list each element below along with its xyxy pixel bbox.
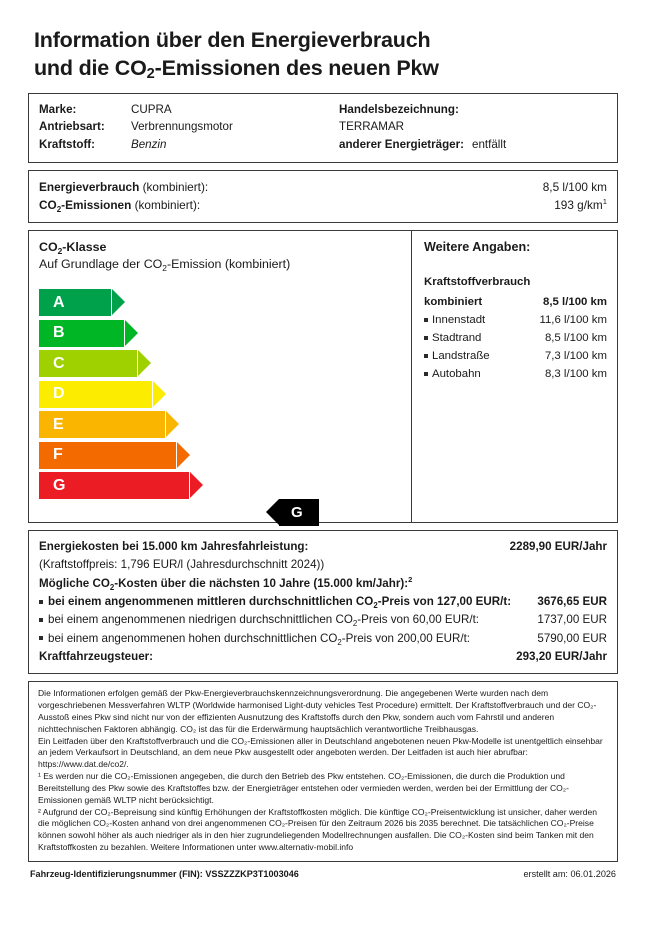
co2-price-scenario-value: 5790,00 EUR (537, 631, 607, 645)
vehicle-row-3 (39, 136, 607, 154)
co2-class-bar-c (39, 350, 137, 377)
kraftstoffverbrauch-key: Autobahn (424, 365, 481, 383)
costs-box (28, 530, 618, 674)
title-line-2: und die $CO_2$-Emissionen des neuen Pkw (34, 56, 439, 83)
weitere-angaben-panel (411, 231, 617, 522)
weitere-angaben-title: Weitere Angaben: (424, 240, 531, 255)
kraftstoff-value: Benzin (131, 137, 167, 151)
legal-paragraph-1: Die Informationen erfolgen gemäß der Pkw-Energieverbrauchskennzeichnungsverordnung. Die angegebenen Werte wurden nach dem vorgeschriebenen Messverfahren WLTP (Worldwide harmonised Light-duty vehicles Test Procedure) ermittelt. Der Kraftstoffverbrauch und der CO₂-Ausstoß eines Pkw sind nicht nur von der effizienten Ausnutzung des Kraftstoffs durch den Pkw, sondern auch vom Fahrstil und anderen nichttechnischen Faktoren abhängig. CO₂ ist das für die Erderwärmung hauptsächlich verantwortliche Treibhausgas. (38, 688, 597, 734)
anderer-energietraeger-field (339, 136, 607, 154)
bullet-icon (424, 347, 432, 365)
kraftstoff-label: Kraftstoff: (39, 137, 96, 151)
antriebsart-field (39, 118, 339, 136)
co2-class-bar-f (39, 442, 176, 469)
co2-class-row-f (39, 442, 401, 469)
legal-footnote-1: ¹ Es werden nur die CO₂-Emissionen angegeben, die durch den Betrieb des Pkw entstehen. CO₂-Emissionen, die durch die Produktion und Bereitstellung des Pkw sowie des Kraftstoffes bzw. der Energieträger entstehen oder vermieden werden, werden bei der Ermittlung der CO₂-Emissionen gemäß WLTP nicht berücksichtigt. (38, 771, 569, 805)
kraftfahrzeugsteuer-value: 293,20 EUR/Jahr (516, 650, 607, 664)
kraftstoff-field (39, 136, 339, 154)
co2-class-row-a (39, 289, 401, 316)
vehicle-row-2 (39, 118, 607, 136)
vehicle-info-box (28, 93, 618, 163)
kraftstoffverbrauch-value: 7,3 l/100 km (544, 350, 607, 363)
legal-paragraph-2: Ein Leitfaden über den Kraftstoffverbrauch und die CO₂-Emissionen aller in Deutschland angebotenen neuen Pkw-Modelle ist unentgeltlich einsehbar an jedem Verkaufsort in Deutschland, an dem neue Pkw ausgestellt oder angeboten werden. Der Leitfaden ist auch hier abrufbar: https://www.dat.de/co2/. (38, 735, 603, 770)
vehicle-row-1 (39, 101, 607, 119)
co2-class-bar-g (39, 472, 189, 499)
kraftstoffverbrauch-row (424, 365, 607, 383)
fin-value: VSSZZZKP3T1003046 (205, 868, 299, 879)
co2-subscript: 2 (56, 204, 62, 214)
energiekosten-row (39, 538, 607, 556)
handelsbezeichnung-value: TERRAMAR (339, 120, 405, 134)
co2-subscript: 2 (337, 637, 342, 647)
co2-subscript: 2 (162, 262, 167, 273)
anderer-energietraeger-value: entfällt (472, 137, 507, 151)
co2-emissionen-label: $CO_2$-Emissionen (kombiniert): (39, 197, 201, 214)
co2-emissionen-row (39, 196, 607, 214)
kraftstoffverbrauch-key: Innenstadt (424, 311, 485, 329)
kraftstoffverbrauch-key: kombiniert (424, 296, 483, 309)
consumption-box (28, 170, 618, 224)
co2-class-box (28, 230, 618, 523)
kraftstoffverbrauch-row (424, 347, 607, 365)
co2-price-scenario-label: bei einem angenommenen niedrigen durchschnittlichen $CO_2$-Preis von 60,00 EUR/t: (39, 611, 479, 629)
co2-emissionen-value: 193 $g/km^1$ (554, 196, 607, 212)
kraftstoffverbrauch-row (424, 293, 607, 311)
co2-price-scenarios (39, 593, 607, 648)
co2-subscript: 2 (352, 619, 358, 629)
kraftfahrzeugsteuer-label: Kraftfahrzeugsteuer: (39, 650, 154, 664)
co2-class-row-g (39, 472, 401, 522)
legal-footnote-2: ² Aufgrund der CO₂-Bepreisung sind künftig Erhöhungen der Kraftstoffkosten möglich. Die künftige CO₂-Preisentwicklung ist unsicher, daher werden die möglichen CO₂-Kosten anhand von drei angenommenen CO₂-Preisen für den Zeitraum 2026 bis 2035 berechnet. Die tatsächlichen CO₂-Preise können sowohl höher als auch niedriger als in den hier zugrundeliegenden Modellrechnungen ausfallen. Die CO₂-Kosten sind beim Tanken mit den Kraftstoffkosten zu bezahlen. Weitere Informationen unter www.alternativ-mobil.info (38, 806, 597, 853)
co2-subscript: 2 (109, 582, 115, 592)
bullet-icon (39, 636, 43, 640)
energieverbrauch-label: Energieverbrauch (kombiniert): (39, 179, 209, 194)
energiekosten-label: Energiekosten bei 15.000 km Jahresfahrleistung: (39, 540, 309, 554)
bullet-icon (424, 329, 432, 347)
co2-klasse-subheading: Auf Grundlage der $CO_2$-Emission (kombiniert) (39, 256, 291, 273)
antriebsart-value: Verbrennungsmotor (131, 120, 233, 134)
legal-disclaimer-box (28, 681, 618, 862)
bullet-icon (424, 365, 432, 383)
marke-value: CUPRA (131, 102, 172, 116)
moegliche-co2-kosten-heading: Mögliche $CO_2$-Kosten über die nächsten 10 Jahre (15.000 km/Jahr):$^2$ (39, 574, 413, 592)
kraftstoffverbrauch-value: 8,3 l/100 km (544, 368, 607, 381)
co2-class-row-e (39, 411, 401, 438)
co2-class-bar-a (39, 289, 111, 316)
co2-class-row-d (39, 381, 401, 408)
page-title (34, 26, 628, 83)
co2-class-letter: D (53, 385, 65, 403)
co2-class-bars (39, 289, 401, 522)
title-line-1: Information über den Energieverbrauch (34, 28, 431, 52)
kraftstoffverbrauch-key: Stadtrand (424, 329, 481, 347)
kraftstoffverbrauch-row (424, 311, 607, 329)
energiekosten-value: 2289,90 EUR/Jahr (509, 540, 607, 554)
marke-label: Marke: (39, 102, 77, 116)
co2-subscript: 2 (146, 66, 155, 83)
co2-klasse-heading: $CO_2$-Klasse (39, 240, 107, 257)
marke-field (39, 101, 339, 119)
co2-class-row-b (39, 320, 401, 347)
kraftstoffverbrauch-value: 8,5 l/100 km (543, 296, 607, 309)
co2-class-letter: E (53, 415, 64, 433)
fin-label: Fahrzeug-Identifizierungsnummer (FIN): (30, 868, 203, 879)
footnote-marker: 2 (408, 574, 413, 584)
handelsbezeichnung-value-field (339, 118, 607, 136)
kraftstoffverbrauch-heading: Kraftstoffverbrauch (424, 276, 531, 289)
bullet-icon (39, 600, 43, 604)
co2-price-scenario-row (39, 630, 607, 648)
co2-subscript: 2 (373, 601, 378, 611)
co2-price-scenario-row (39, 611, 607, 629)
co2-class-letter: C (53, 354, 65, 372)
co2-class-letter: F (53, 446, 63, 464)
co2-class-selected-marker: G (279, 499, 319, 526)
energieverbrauch-value: 8,5 l/100 km (542, 179, 607, 194)
co2-price-scenario-label: bei einem angenommenen mittleren durchschnittlichen $CO_2$-Preis von 127,00 EUR/t: (39, 593, 511, 611)
bullet-icon (39, 618, 43, 622)
co2-class-bar-d (39, 381, 152, 408)
kraftstoffverbrauch-list (424, 293, 607, 383)
co2-class-letter: B (53, 324, 65, 342)
kraftstoffverbrauch-value: 8,5 l/100 km (544, 332, 607, 345)
footnote-marker: 1 (602, 196, 607, 206)
kraftstoffverbrauch-value: 11,6 l/100 km (539, 314, 607, 327)
co2-price-scenario-value: 3676,65 EUR (537, 595, 607, 609)
co2-subscript: 2 (57, 246, 63, 257)
handelsbezeichnung-label: Handelsbezeichnung: (339, 102, 459, 116)
co2-class-letter: G (53, 476, 66, 494)
kraftfahrzeugsteuer-row (39, 648, 607, 666)
co2-class-bar-e (39, 411, 165, 438)
created-date: erstellt am: 06.01.2026 (523, 868, 616, 879)
co2-price-scenario-label: bei einem angenommenen hohen durchschnittlichen $CO_2$-Preis von 200,00 EUR/t: (39, 630, 470, 648)
kraftstoffpreis-note: (Kraftstoffpreis: 1,796 EUR/l (Jahresdurchschnitt 2024)) (39, 558, 325, 572)
antriebsart-label: Antriebsart: (39, 120, 105, 134)
co2-price-scenario-row (39, 593, 607, 611)
co2-price-scenario-value: 1737,00 EUR (537, 613, 607, 627)
energieverbrauch-row (39, 178, 607, 196)
co2-class-bar-b (39, 320, 124, 347)
kraftstoffverbrauch-key: Landstraße (424, 347, 490, 365)
co2-class-panel (29, 231, 411, 522)
kraftstoffverbrauch-row (424, 329, 607, 347)
handelsbezeichnung-field (339, 101, 607, 119)
anderer-energietraeger-label: anderer Energieträger: (339, 137, 465, 151)
bullet-icon (424, 311, 432, 329)
footer (30, 869, 616, 879)
fin-field (30, 869, 299, 879)
co2-class-row-c (39, 350, 401, 377)
co2-class-letter: A (53, 293, 65, 311)
